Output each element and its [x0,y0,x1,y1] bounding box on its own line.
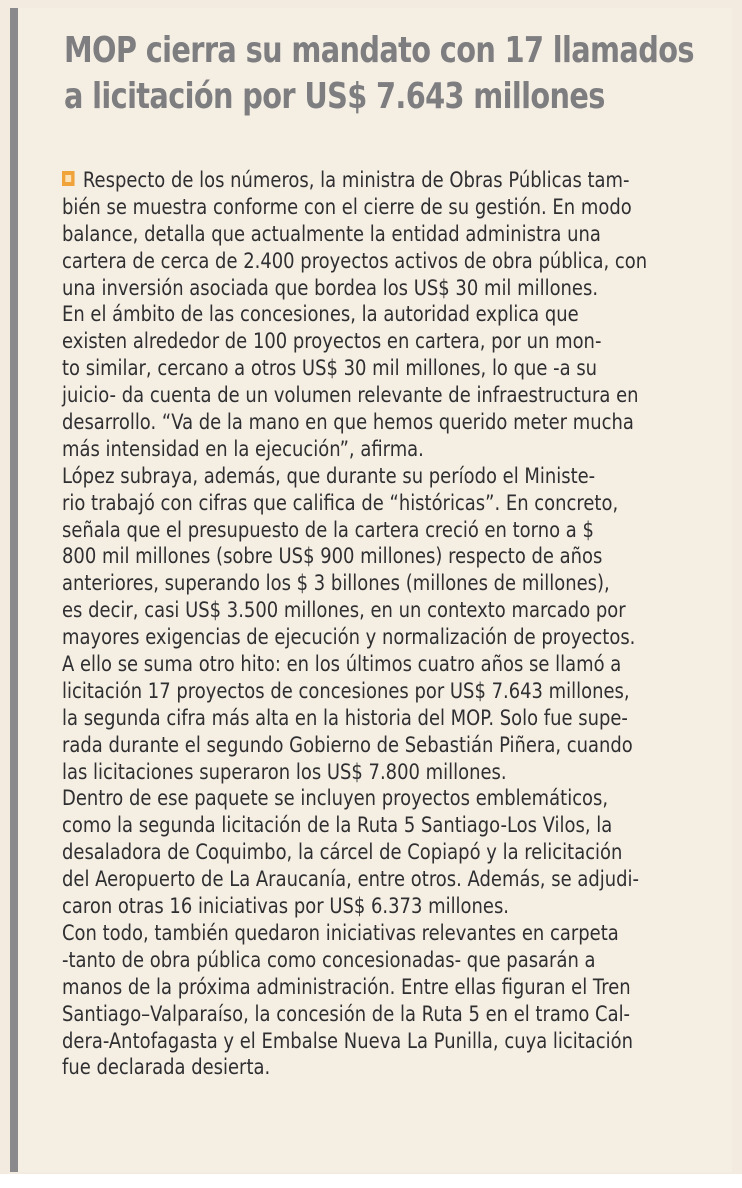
article-body [62,168,648,1082]
body-line: dera-Antofagasta y el Embalse Nueva La Punilla, cuya licitación [62,1028,634,1054]
body-line: juicio- da cuenta de un volumen relevante de infraestructura en [62,383,639,409]
body-line: Dentro de ese paquete se incluyen proyectos emblemáticos, [62,786,609,812]
body-line: bién se muestra conforme con el cierre de su gestión. En modo [62,194,632,220]
body-line: López subraya, además, que durante su período el Ministe- [62,463,596,489]
headline-line-2: a licitación por US$ 7.643 millones [64,76,605,117]
body-line: licitación 17 proyectos de concesiones por US$ 7.643 millones, [62,678,630,704]
body-line: cartera de cerca de 2.400 proyectos activos de obra pública, con [62,248,648,274]
bullet-square-icon [62,171,75,186]
body-line: del Aeropuerto de La Araucanía, entre otros. Además, se adjudi- [62,867,639,893]
body-line: En el ámbito de las concesiones, la autoridad explica que [62,302,579,328]
body-line: manos de la próxima administración. Entre ellas figuran el Tren [62,974,631,1000]
body-line: -tanto de obra pública como concesionadas- que pasarán a [62,947,596,973]
body-line: caron otras 16 iniciativas por US$ 6.373 millones. [62,894,510,920]
page-bottom-margin [0,1174,742,1188]
body-line: fue declarada desierta. [62,1055,271,1081]
body-line: rada durante el segundo Gobierno de Sebastián Piñera, cuando [62,732,633,758]
body-line: existen alrededor de 100 proyectos en cartera, por un mon- [62,329,602,355]
body-line-1 [62,168,630,195]
body-line: la segunda cifra más alta en la historia del MOP. Solo fue supe- [62,705,628,731]
body-line: mayores exigencias de ejecución y normalización de proyectos. [62,625,636,651]
body-line: desaladora de Coquimbo, la cárcel de Copiapó y la relicitación [62,840,623,866]
body-line: Con todo, también quedaron iniciativas relevantes en carpeta [62,920,619,946]
body-line: 800 mil millones (sobre US$ 900 millones) respecto de años [62,544,603,570]
body-line: Santiago–Valparaíso, la concesión de la Ruta 5 en el tramo Cal- [62,1001,631,1027]
headline-line-1: MOP cierra su mandato con 17 llamados [64,30,694,71]
body-line: como la segunda licitación de la Ruta 5 Santiago-Los Vilos, la [62,813,613,839]
article-headline [64,28,694,120]
body-line: balance, detalla que actualmente la entidad administra una [62,221,601,247]
body-line: rio trabajó con cifras que califica de “históricas”. En concreto, [62,490,619,516]
body-line: las licitaciones superaron los US$ 7.800 millones. [62,759,507,785]
body-line: anteriores, superando los $ 3 billones (millones de millones), [62,571,610,597]
article-box [10,8,732,1172]
body-line: señala que el presupuesto de la cartera creció en torno a $ [62,517,594,543]
body-line: to similar, cercano a otros US$ 30 mil millones, lo que -a su [62,356,598,382]
body-line: desarrollo. “Va de la mano en que hemos querido meter mucha [62,410,634,436]
body-line-1-text: Respecto de los números, la ministra de Obras Públicas tam- [82,168,630,193]
body-line: es decir, casi US$ 3.500 millones, en un contexto marcado por [62,598,626,624]
body-line: una inversión asociada que bordea los US$ 30 mil millones. [62,275,599,301]
body-line: más intensidad en la ejecución”, afirma. [62,436,424,462]
body-line: A ello se suma otro hito: en los últimos cuatro años se llamó a [62,652,622,678]
